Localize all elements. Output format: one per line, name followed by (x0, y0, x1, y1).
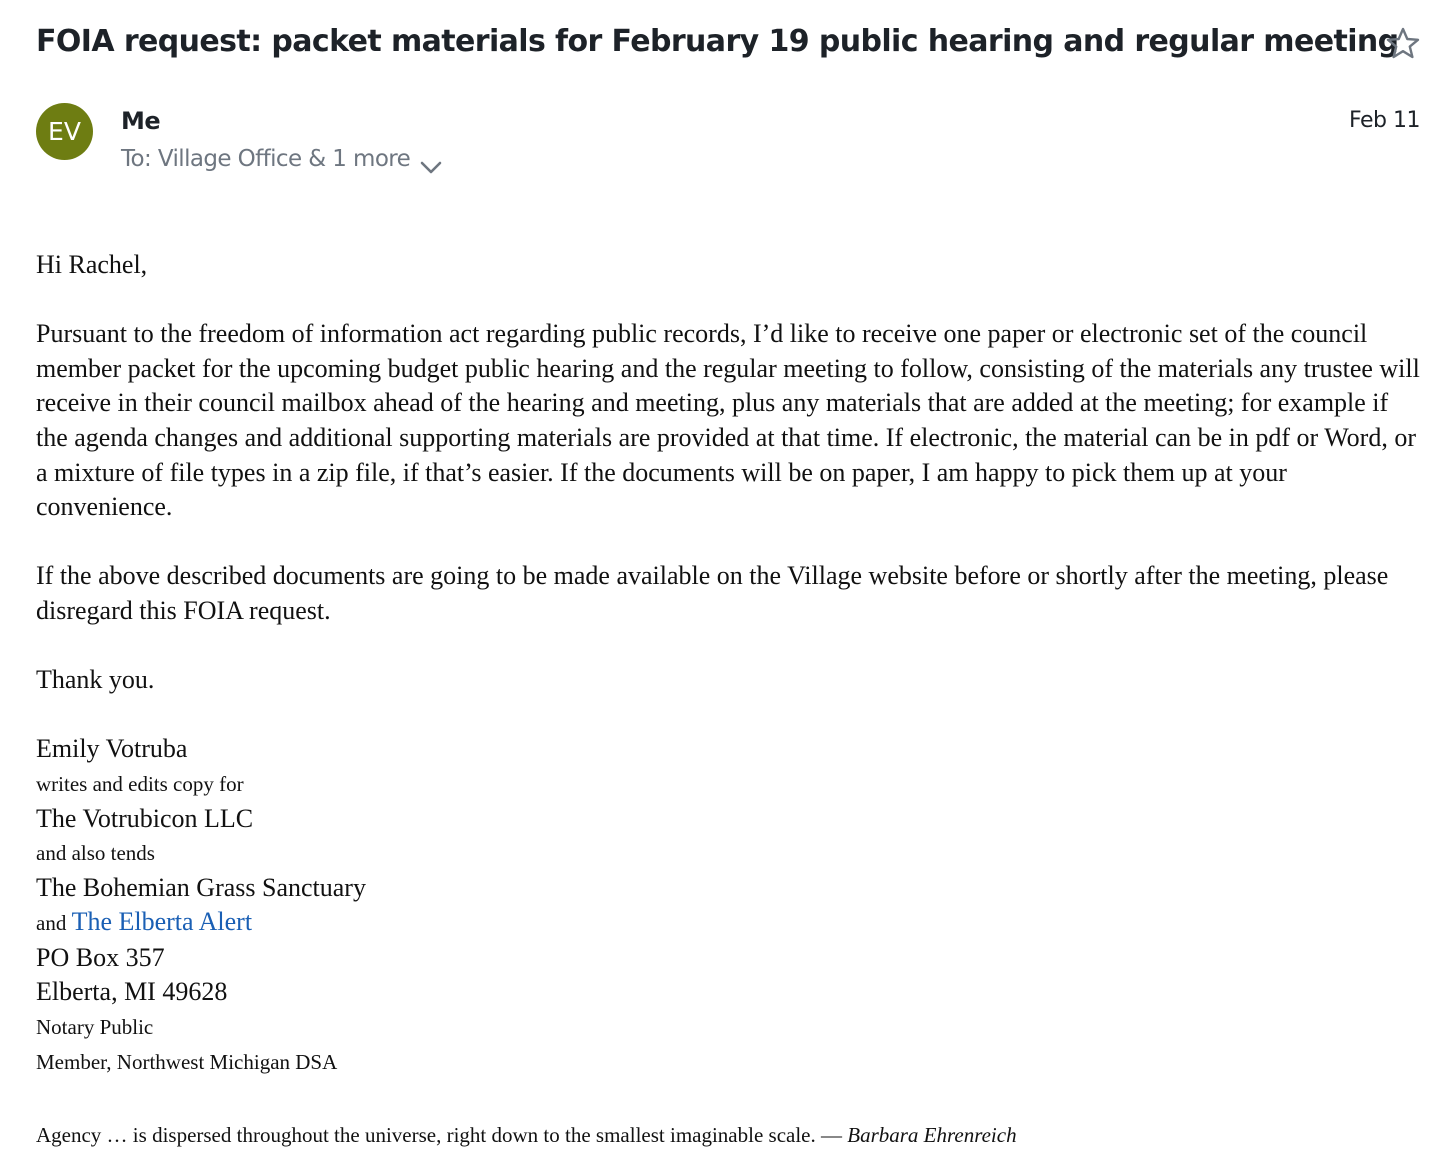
signature-line: and also tends (36, 841, 155, 866)
recipients-toggle[interactable] (121, 143, 442, 175)
signature-line: The Bohemian Grass Sanctuary (36, 872, 366, 902)
recipients-label: To: Village Office & 1 more (121, 146, 411, 172)
signature-name: Emily Votruba (36, 734, 188, 764)
avatar-initials: EV (48, 117, 81, 146)
email-date: Feb 11 (1349, 108, 1420, 133)
body-paragraph-1: Pursuant to the freedom of information act regarding public records, I’d like to receive one paper or electronic set of the council member packet for the upcoming budget public hearing and the regular meeting to follow, consisting of the materials any trustee will receive in their council mailbox ahead of the hearing and meeting, plus any materials that are added at the meeting; for example if the agenda changes and additional supporting materials are provided at that time. If electronic, the material can be in pdf or Word, or a mixture of file types in a zip file, if that’s easier. If the documents will be on paper, I am happy to pick them up at your convenience. (36, 319, 1420, 522)
sender-name: Me (121, 107, 161, 135)
elberta-alert-link[interactable]: The Elberta Alert (71, 907, 253, 937)
signature-line-with-link (36, 905, 1420, 941)
email-subject: FOIA request: packet materials for February 19 public hearing and regular meeting (36, 24, 1399, 59)
greeting: Hi Rachel, (36, 250, 148, 279)
signature-line: Notary Public (36, 1015, 154, 1040)
star-icon[interactable] (1383, 24, 1423, 64)
avatar (36, 103, 93, 160)
signature-link-prefix: and (36, 911, 72, 936)
signature-line: Elberta, MI 49628 (36, 977, 228, 1007)
body-paragraph-2: If the above described documents are going to be made available on the Village website before or shortly after the meeting, please disregard this FOIA request. (36, 561, 1389, 625)
email-body (36, 248, 1420, 1079)
closing: Thank you. (36, 665, 155, 695)
signature-line: writes and edits copy for (36, 771, 244, 796)
signature (36, 732, 1420, 1079)
signature-line: The Votrubicon LLC (36, 803, 254, 833)
signature-line: PO Box 357 (36, 942, 165, 972)
chevron-down-icon[interactable] (420, 152, 442, 166)
signature-quote (36, 1118, 1017, 1152)
signature-line: Member, Northwest Michigan DSA (36, 1049, 338, 1074)
quote-author: Barbara Ehrenreich (847, 1123, 1017, 1147)
quote-text: Agency … is dispersed throughout the universe, right down to the smallest imaginable scale. — (36, 1123, 848, 1147)
